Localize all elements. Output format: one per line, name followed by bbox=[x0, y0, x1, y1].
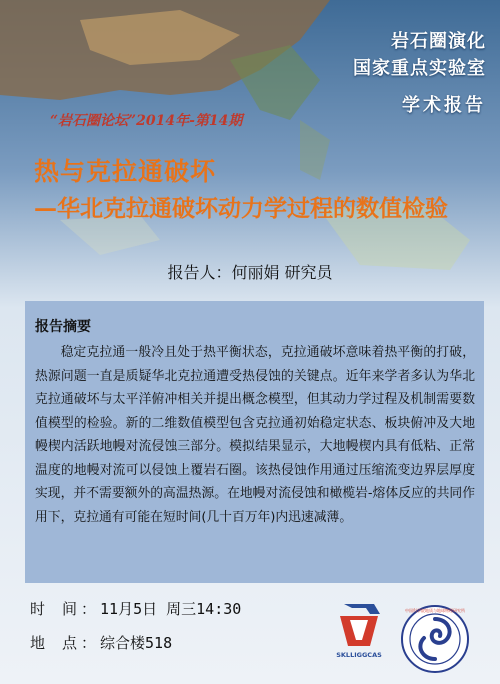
time-row bbox=[30, 598, 241, 619]
speaker: 报告人：何丽娟 研究员 bbox=[167, 263, 333, 282]
forum-label: “岩石圈论坛”2014年-第14期 bbox=[50, 113, 243, 129]
iggcas-logo bbox=[400, 604, 470, 674]
skllig-logo bbox=[330, 600, 388, 662]
svg-text:中国科学院地质与地球物理研究所: 中国科学院地质与地球物理研究所 bbox=[405, 608, 465, 613]
abstract-heading: 报告摘要 bbox=[35, 319, 91, 335]
time-label: 时 间： bbox=[30, 600, 101, 618]
talk-subtitle: —华北克拉通破坏动力学过程的数值检验 bbox=[34, 195, 448, 222]
place-row bbox=[30, 632, 172, 653]
lab-header bbox=[353, 28, 486, 119]
lab-name-line1: 岩石圈演化 bbox=[391, 31, 486, 52]
abstract-text: 稳定克拉通一般冷且处于热平衡状态，克拉通破坏意味着热平衡的打破，热源问题一直是质疑华北克拉通遭受热侵蚀的关键点。近年来学者多认为华北克拉通破坏与太平洋俯冲相关并提出概念模型，但其动力学过程及机制需要数值模型的检验。新的二维数值模型包含克拉通初始稳定状态、板块俯冲及大地幔楔内活跃地幔对流侵蚀三部分。模拟结果显示，大地幔楔内具有低粘、正常温度的地幔对流可以侵蚀上覆岩石圈。该热侵蚀作用通过压缩流变边界层厚度实现，并不需要额外的高温热源。在地幔对流侵蚀和橄榄岩-熔体反应的共同作用下，克拉通有可能在短时间(几十百万年)内迅速减薄。 bbox=[35, 345, 475, 525]
place-value: 综合楼518 bbox=[100, 634, 173, 652]
place-label: 地 点： bbox=[30, 634, 101, 652]
svg-text:SKLLIGGCAS: SKLLIGGCAS bbox=[336, 651, 382, 659]
lab-name-line2: 国家重点实验室 bbox=[353, 58, 486, 79]
abstract-panel bbox=[25, 301, 484, 583]
time-value: 11月5日 周三14:30 bbox=[100, 600, 242, 618]
talk-title: 热与克拉通破坏 bbox=[34, 157, 217, 186]
report-type: 学术报告 bbox=[402, 95, 486, 116]
